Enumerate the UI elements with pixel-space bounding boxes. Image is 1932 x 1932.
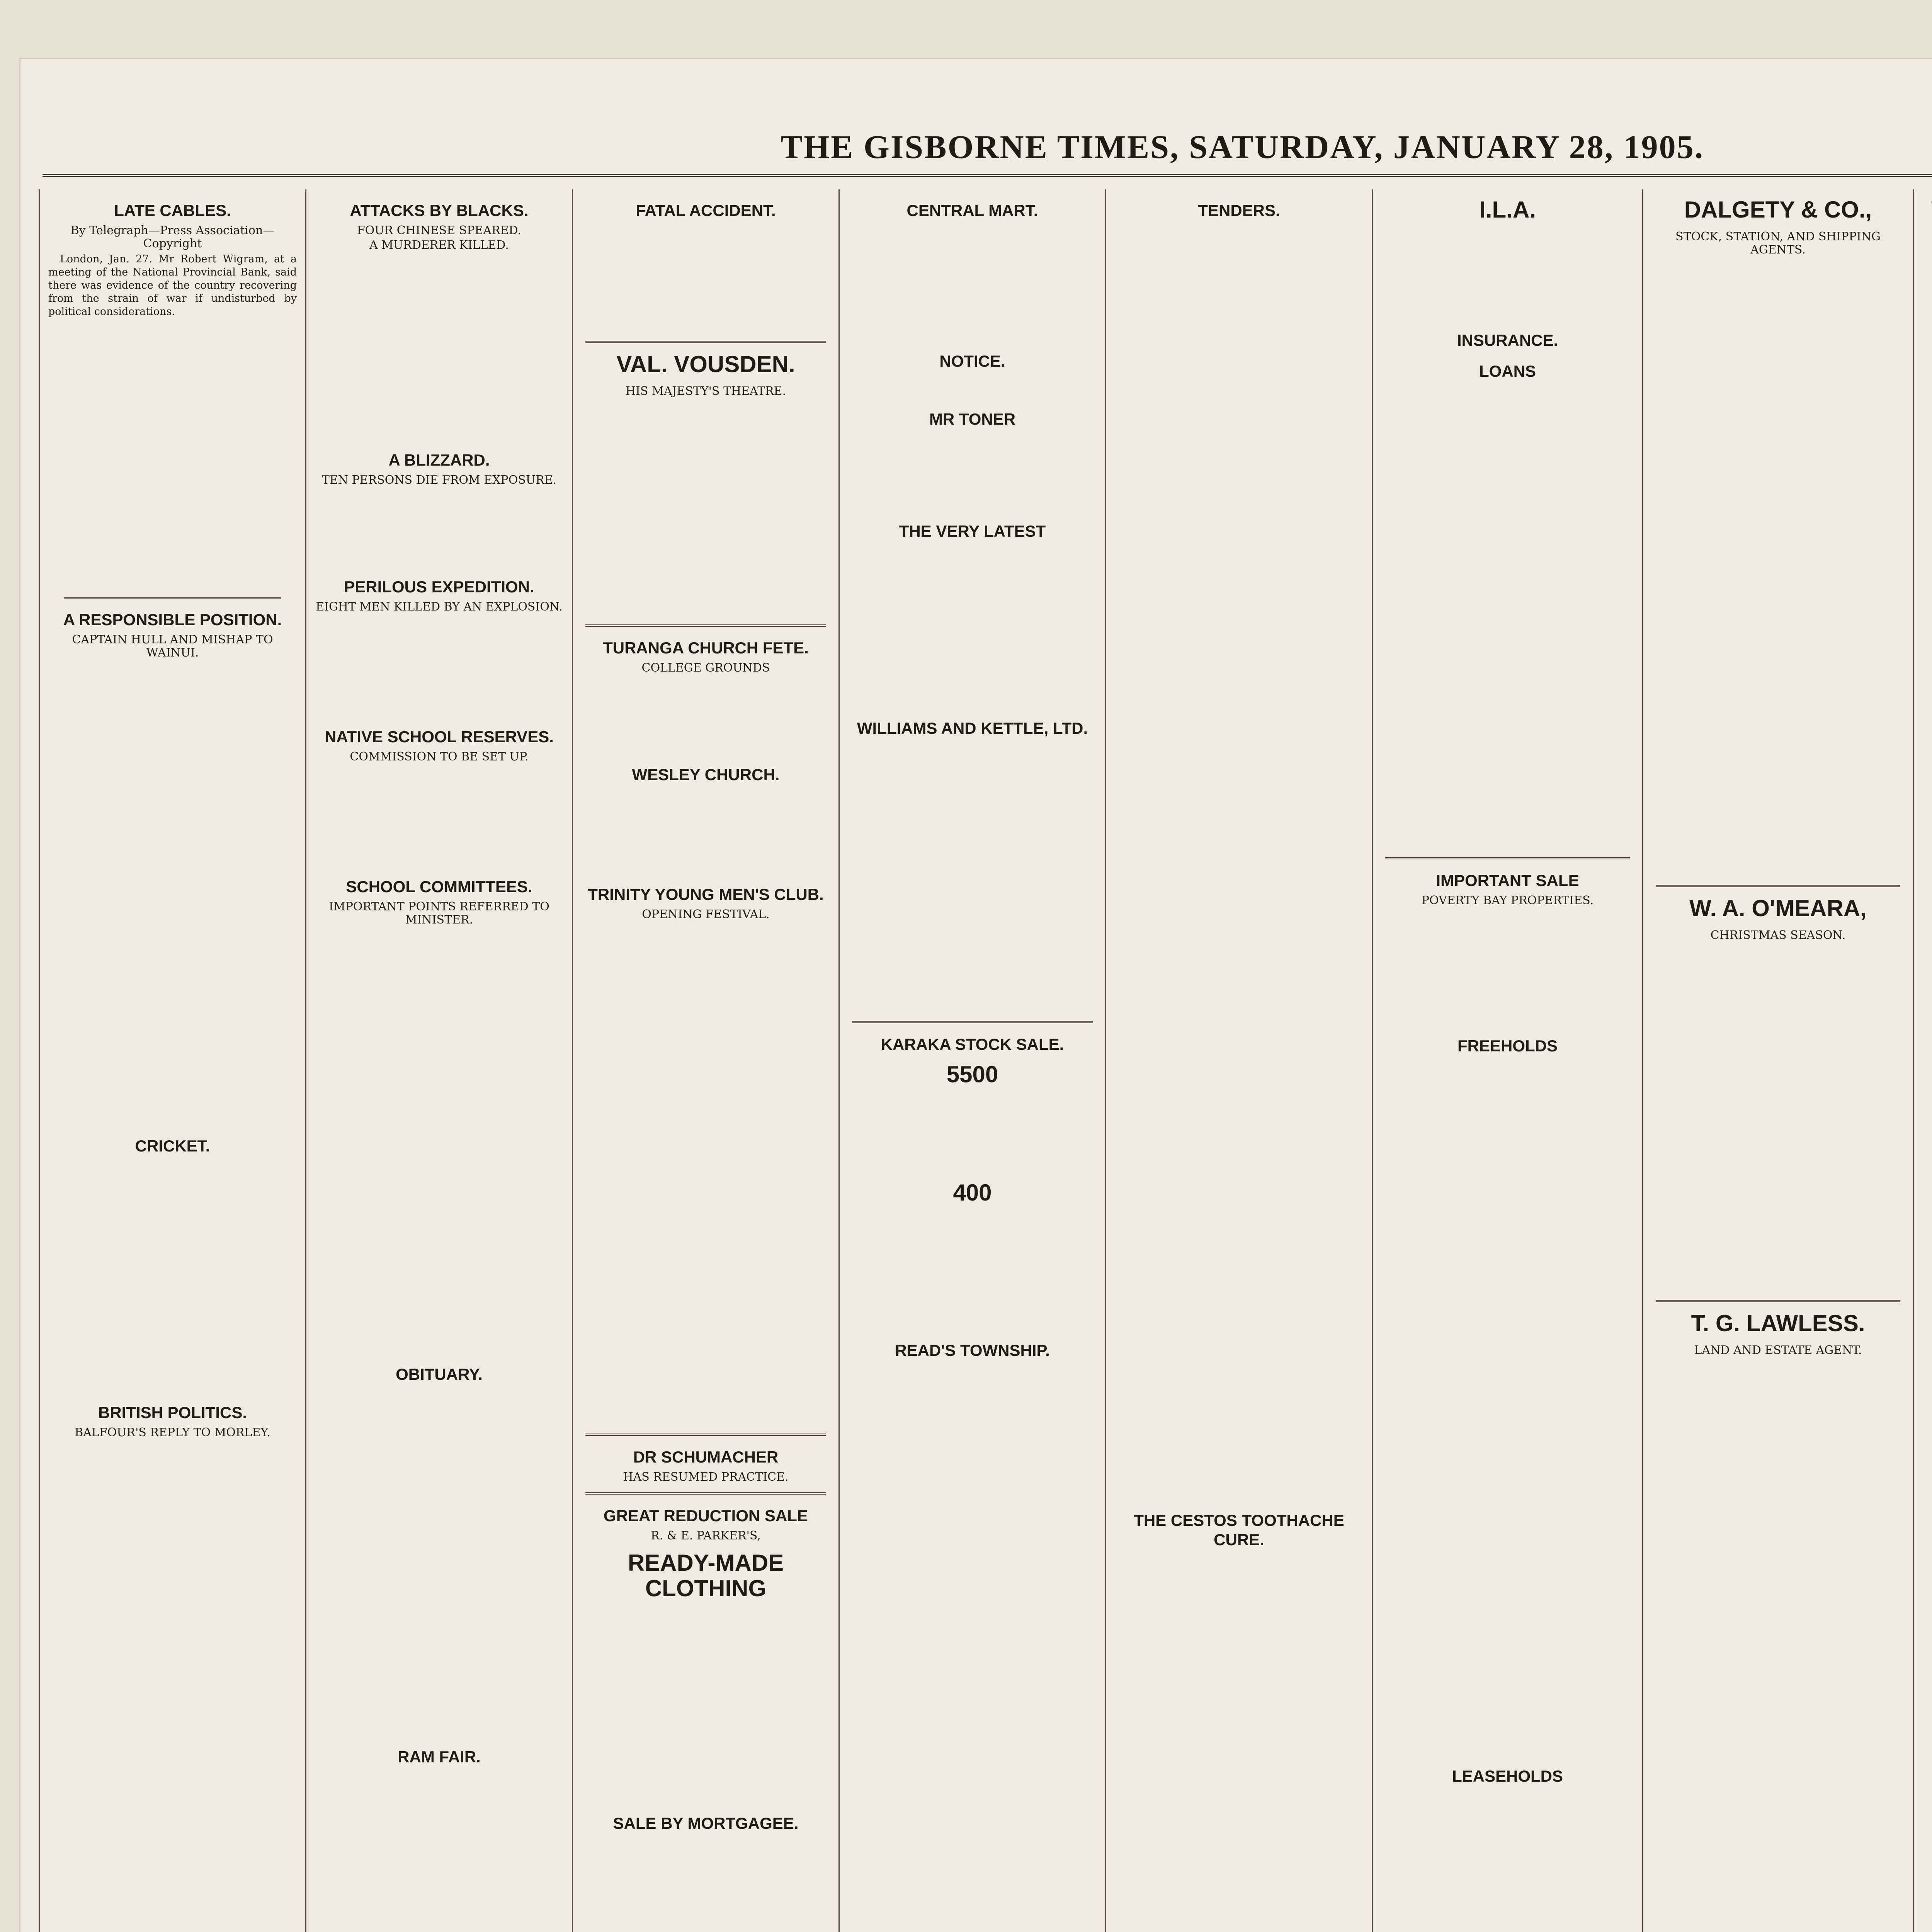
- headline: PERILOUS EXPEDITION.: [344, 578, 534, 596]
- column-1: [39, 189, 305, 1932]
- ad-title: WESLEY CHURCH.: [632, 765, 780, 784]
- ad-subtitle: POVERTY BAY PROPERTIES.: [1421, 894, 1594, 907]
- column-5: [1105, 189, 1372, 1932]
- subhead: CAPTAIN HULL AND MISHAP TO WAINUI.: [72, 633, 273, 660]
- subhead: EIGHT MEN KILLED BY AN EXPLOSION.: [316, 600, 563, 614]
- subhead: By Telegraph—Press Association—Copyright: [70, 224, 275, 250]
- headline: BRITISH POLITICS.: [98, 1403, 247, 1422]
- headline: FATAL ACCIDENT.: [636, 201, 776, 219]
- ad-title: DR SCHUMACHER: [633, 1448, 779, 1466]
- subhead: TEN PERSONS DIE FROM EXPOSURE.: [321, 473, 557, 487]
- headline: ATTACKS BY BLACKS.: [350, 201, 529, 219]
- ad-title: [1922, 197, 1932, 223]
- ad-title: WILLIAMS AND KETTLE, LTD.: [857, 719, 1088, 737]
- ad-subtitle: R. & E. PARKER'S,: [651, 1529, 761, 1543]
- ad-title: CENTRAL MART.: [906, 201, 1038, 219]
- ad-title: THE CESTOS TOOTHACHE CURE.: [1134, 1511, 1344, 1549]
- ad-title: READY-MADE CLOTHING: [628, 1550, 784, 1601]
- newspaper-page: [19, 58, 1932, 1932]
- headline: NATIVE SCHOOL RESERVES.: [325, 728, 554, 746]
- stock-count: 5500: [946, 1061, 998, 1087]
- ad-title: READ'S TOWNSHIP.: [895, 1341, 1050, 1359]
- ad-title: SALE BY MORTGAGEE.: [613, 1814, 799, 1832]
- ad-title: GREAT REDUCTION SALE: [604, 1507, 808, 1525]
- ad-title: I.L.A.: [1479, 197, 1536, 223]
- headline: LATE CABLES.: [114, 201, 231, 219]
- subhead: IMPORTANT POINTS REFERRED TO MINISTER.: [329, 900, 549, 927]
- ad-title: TURANGA CHURCH FETE.: [603, 639, 809, 657]
- article-text: London, Jan. 27. Mr Robert Wigram, at a meeting of the National Provincial Bank, said there was evidence of the country recovering from the strain of war if undisturbed by political considerations.: [48, 253, 297, 318]
- ad-subtitle: LAND AND ESTATE AGENT.: [1694, 1344, 1862, 1357]
- subhead: A MURDERER KILLED.: [369, 238, 509, 252]
- headline: OBITUARY.: [396, 1365, 483, 1383]
- ad-title: DALGETY & CO.,: [1684, 197, 1872, 223]
- subhead: FOUR CHINESE SPEARED.: [357, 224, 522, 237]
- headline: A RESPONSIBLE POSITION.: [63, 611, 282, 629]
- headline: A BLIZZARD.: [388, 451, 490, 469]
- ad-title: W. A. O'MEARA,: [1689, 895, 1867, 921]
- masthead-rule: [43, 174, 1932, 177]
- ad-subtitle: HAS RESUMED PRACTICE.: [623, 1470, 789, 1484]
- ad-subtitle: STOCK, STATION, AND SHIPPING AGENTS.: [1675, 230, 1881, 257]
- ad-title: THE VERY LATEST: [899, 522, 1046, 540]
- ad-title: NOTICE.: [939, 352, 1005, 370]
- ad-title: KARAKA STOCK SALE.: [881, 1035, 1064, 1053]
- ad-title: FREEHOLDS: [1457, 1037, 1558, 1055]
- ad-title: MR TONER: [929, 410, 1016, 428]
- masthead: THE GISBORNE TIMES, SATURDAY, JANUARY 28, 1905.: [780, 128, 1704, 165]
- subhead: COMMISSION TO BE SET UP.: [350, 750, 529, 764]
- ad-title: TRINITY YOUNG MEN'S CLUB.: [588, 885, 824, 903]
- ad-title: INSURANCE.: [1457, 331, 1558, 349]
- subhead: BALFOUR'S REPLY TO MORLEY.: [75, 1426, 270, 1439]
- ad-title: [1922, 255, 1932, 274]
- column-3: [572, 189, 838, 1932]
- ad-subtitle: CHRISTMAS SEASON.: [1710, 929, 1846, 942]
- column-2: [305, 189, 572, 1932]
- ad-title: TENDERS.: [1198, 201, 1280, 219]
- stock-count: 400: [953, 1180, 992, 1206]
- headline: RAM FAIR.: [398, 1748, 481, 1766]
- column-4: [838, 189, 1105, 1932]
- ad-subtitle: COLLEGE GROUNDS: [641, 661, 770, 675]
- ad-title: VAL. VOUSDEN.: [616, 351, 795, 377]
- ad-title: T. G. LAWLESS.: [1691, 1310, 1865, 1336]
- headline: CRICKET.: [135, 1137, 210, 1155]
- ad-subtitle: [1922, 230, 1932, 243]
- ad-title: LEASEHOLDS: [1452, 1767, 1563, 1785]
- ad-title: [1922, 1213, 1932, 1233]
- ad-title: IMPORTANT SALE: [1436, 871, 1579, 889]
- column-7: [1642, 189, 1913, 1932]
- ad-subtitle: OPENING FESTIVAL.: [642, 908, 770, 921]
- column-8: [1913, 189, 1932, 1932]
- ad-title: [1922, 1596, 1932, 1615]
- ad-subtitle: HIS MAJESTY'S THEATRE.: [625, 384, 786, 398]
- ad-title: LOANS: [1479, 362, 1536, 380]
- ad-title: [1922, 985, 1932, 1005]
- headline: SCHOOL COMMITTEES.: [346, 878, 532, 896]
- column-6: [1372, 189, 1642, 1932]
